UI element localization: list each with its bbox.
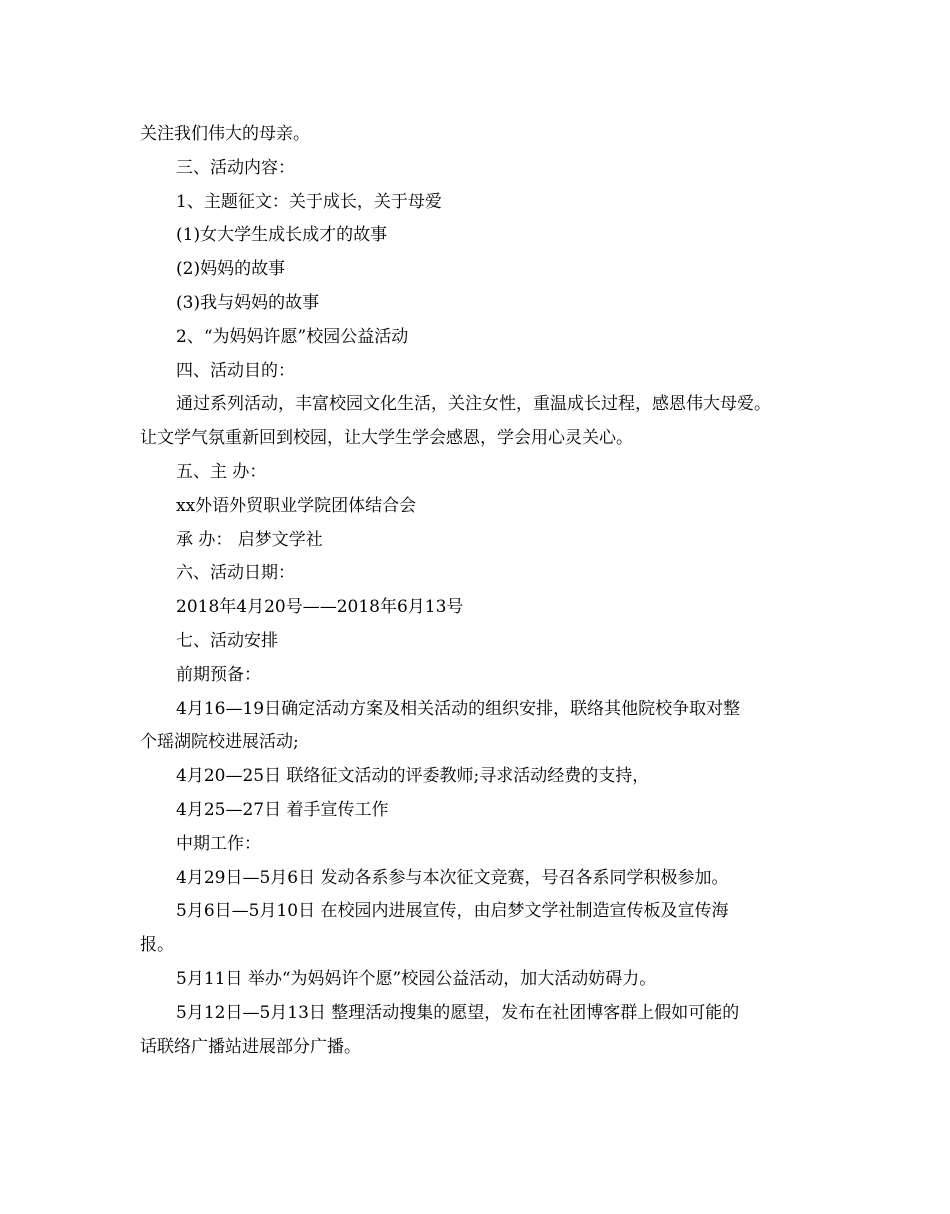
text-line: 六、活动日期： <box>176 563 295 584</box>
text-line: 5月12日—5月13日 整理活动搜集的愿望，发布在社团博客群上假如可能的 <box>176 1002 740 1023</box>
text-line: 4月25—27日 着手宣传工作 <box>176 799 389 820</box>
text-line: 通过系列活动，丰富校园文化生活，关注女性，重温成长过程，感恩伟大母爱。 <box>176 394 771 415</box>
text-line: 七、活动安排 <box>176 630 278 651</box>
text-line: 前期预备： <box>176 664 261 685</box>
text-line: 五、主 办： <box>176 461 267 482</box>
text-line: 4月29日—5月6日 发动各系参与本次征文竞赛，号召各系同学积极参加。 <box>176 867 729 888</box>
text-line: 1、主题征文：关于成长，关于母爱 <box>176 191 442 212</box>
text-line: 关注我们伟大的母亲。 <box>140 124 310 144</box>
text-line: 5月6日—5月10日 在校园内进展宣传，由启梦文学社制造宣传板及宣传海 <box>176 901 729 922</box>
text-line: (3)我与妈妈的故事 <box>176 292 320 313</box>
text-line: 个瑶湖院校进展活动; <box>140 732 299 753</box>
text-line: 2018年4月20号——2018年6月13号 <box>176 597 464 618</box>
text-line: 报。 <box>140 935 174 956</box>
text-line: 三、活动内容： <box>176 157 295 178</box>
document-body <box>140 118 830 1064</box>
text-line: 中期工作： <box>176 833 261 854</box>
text-line: 5月11日 举办“为妈妈许个愿”校园公益活动，加大活动妨碍力。 <box>176 968 657 989</box>
text-line: (2)妈妈的故事 <box>176 259 286 280</box>
text-line: 4月16—19日确定活动方案及相关活动的组织安排，联络其他院校争取对整 <box>176 698 741 719</box>
text-line: 2、“为妈妈许愿”校园公益活动 <box>176 326 409 347</box>
text-line: 4月20—25日 联络征文活动的评委教师;寻求活动经费的支持， <box>176 766 650 787</box>
text-line: (1)女大学生成长成才的故事 <box>176 225 388 246</box>
text-line: 让文学气氛重新回到校园，让大学生学会感恩，学会用心灵关心。 <box>140 428 633 449</box>
text-line: 四、活动目的： <box>176 360 295 381</box>
text-line: 话联络广播站进展部分广播。 <box>140 1036 361 1057</box>
text-line: xx外语外贸职业学院团体结合会 <box>176 495 417 516</box>
text-line: 承 办： 启梦文学社 <box>176 529 323 550</box>
